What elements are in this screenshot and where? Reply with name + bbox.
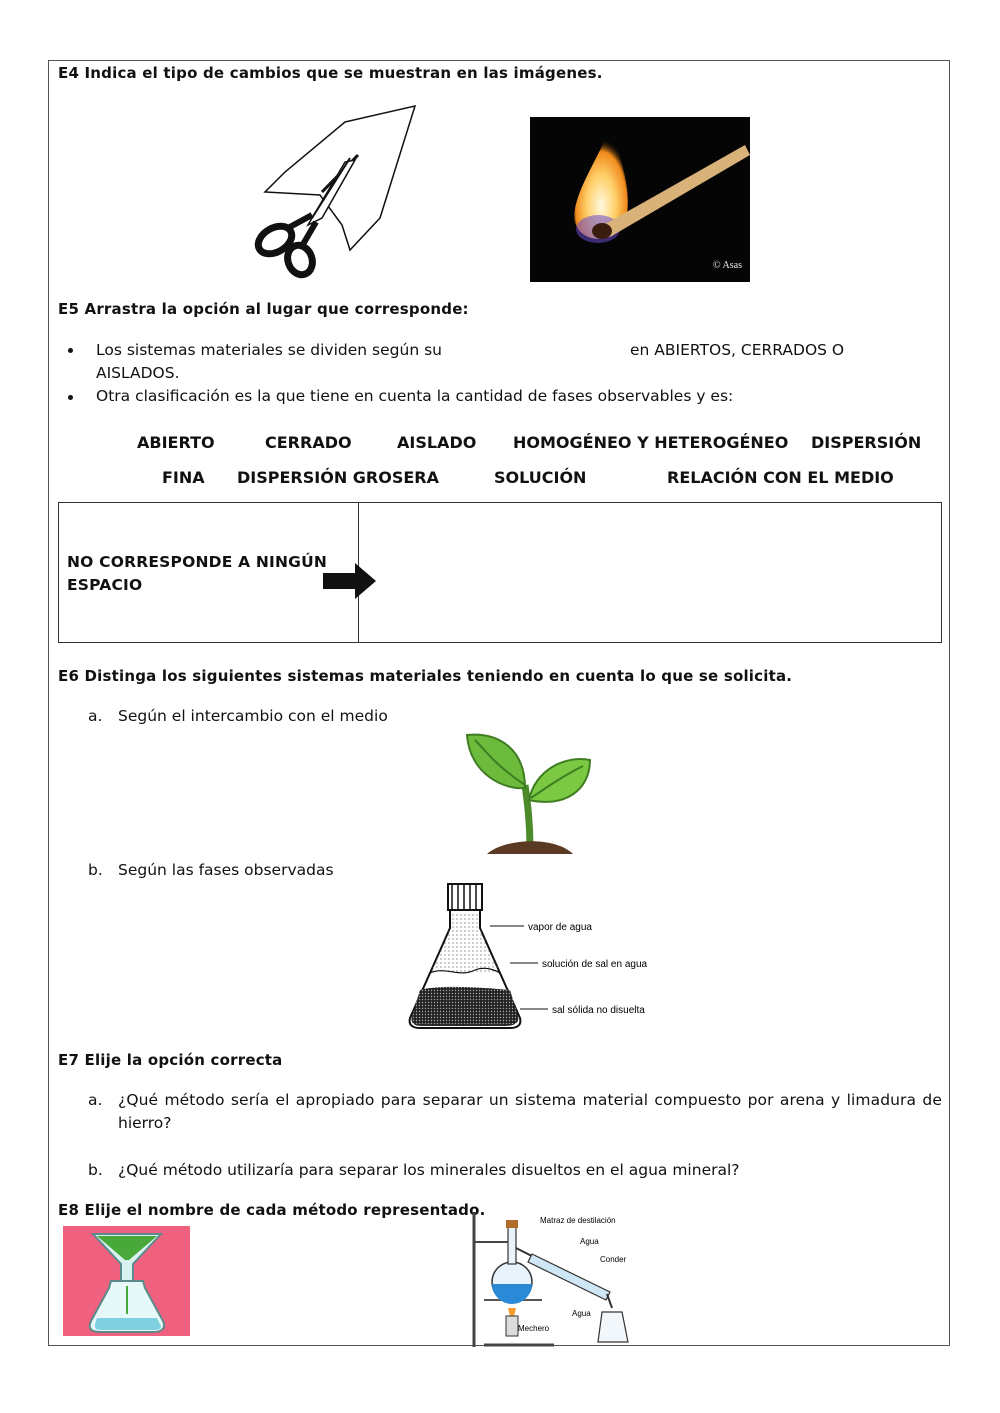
e5-bullet2: Otra clasificación es la que tiene en cuenta la cantidad de fases observables y es: bbox=[96, 387, 734, 405]
label-sal-solida: sal sólida no disuelta bbox=[552, 1005, 645, 1016]
e8-heading: E8 Elije el nombre de cada método representado. bbox=[58, 1201, 486, 1219]
bullet-dot bbox=[68, 348, 73, 353]
e5-bullet1-part3: AISLADOS. bbox=[96, 364, 180, 382]
label-matraz-destilacion: Matraz de destilación bbox=[540, 1216, 616, 1225]
e5-heading: E5 Arrastra la opción al lugar que corresponde: bbox=[58, 300, 469, 318]
option-abierto[interactable]: ABIERTO bbox=[137, 433, 215, 452]
label-mechero: Mechero bbox=[518, 1324, 550, 1333]
e6-heading: E6 Distinga los siguientes sistemas materiales teniendo en cuenta lo que se solicita. bbox=[58, 667, 793, 685]
option-homogeneo-heterogeneo[interactable]: HOMOGÉNEO Y HETEROGÉNEO bbox=[513, 433, 789, 452]
e4-heading: E4 Indica el tipo de cambios que se muestran en las imágenes. bbox=[58, 64, 603, 82]
e7-item-a-marker: a. bbox=[88, 1091, 103, 1109]
drop-zone-2[interactable] bbox=[740, 384, 920, 408]
discard-drop-zone[interactable] bbox=[359, 503, 941, 642]
e5-bullet1-part1: Los sistemas materiales se dividen según su bbox=[96, 341, 442, 359]
label-agua-out: Agua bbox=[572, 1309, 591, 1318]
option-solucion[interactable]: SOLUCIÓN bbox=[494, 468, 587, 487]
option-dispersion-fina-part2[interactable]: FINA bbox=[162, 468, 205, 487]
e7-item-b-marker: b. bbox=[88, 1161, 103, 1179]
e6-item-b-marker: b. bbox=[88, 861, 103, 879]
label-vapor-de-agua: vapor de agua bbox=[528, 922, 592, 933]
bullet-dot bbox=[68, 395, 73, 400]
burning-match-photo bbox=[530, 117, 750, 282]
e6-item-a-text: Según el intercambio con el medio bbox=[118, 707, 388, 725]
option-dispersion-fina-part1[interactable]: DISPERSIÓN bbox=[811, 433, 922, 452]
label-conder: Conder bbox=[600, 1255, 627, 1264]
box-label-line2: ESPACIO bbox=[67, 576, 143, 594]
e7-item-a-line2: hierro? bbox=[118, 1114, 172, 1132]
distillation-apparatus-diagram bbox=[462, 1212, 642, 1347]
option-dispersion-grosera[interactable]: DISPERSIÓN GROSERA bbox=[237, 468, 439, 487]
e6-item-b-text: Según las fases observadas bbox=[118, 861, 334, 879]
drop-zone-1[interactable] bbox=[440, 338, 620, 362]
erlenmeyer-flask-diagram bbox=[400, 878, 660, 1033]
label-solucion-sal: solución de sal en agua bbox=[542, 959, 648, 970]
filtration-funnel-image bbox=[63, 1226, 190, 1336]
e6-item-a-marker: a. bbox=[88, 707, 103, 725]
option-relacion-medio[interactable]: RELACIÓN CON EL MEDIO bbox=[667, 468, 894, 487]
no-corresponde-box bbox=[58, 502, 942, 643]
e7-heading: E7 Elije la opción correcta bbox=[58, 1051, 283, 1069]
box-label-line1: NO CORRESPONDE A NINGÚN bbox=[67, 553, 328, 571]
scissors-cutting-paper-icon bbox=[250, 100, 420, 280]
worksheet-frame bbox=[48, 60, 950, 1346]
option-aislado[interactable]: AISLADO bbox=[397, 433, 477, 452]
photo-credit: © Asas bbox=[713, 260, 742, 271]
e7-item-b-line1: ¿Qué método utilizaría para separar los minerales disueltos en el agua mineral? bbox=[118, 1161, 740, 1179]
option-cerrado[interactable]: CERRADO bbox=[265, 433, 352, 452]
e5-bullet1-part2: en ABIERTOS, CERRADOS O bbox=[630, 341, 845, 359]
e7-item-a-line1: ¿Qué método sería el apropiado para separar un sistema material compuesto por arena y limadura de bbox=[118, 1091, 942, 1109]
sprout-plant-icon bbox=[465, 730, 595, 858]
label-agua-in: Agua bbox=[580, 1237, 599, 1246]
